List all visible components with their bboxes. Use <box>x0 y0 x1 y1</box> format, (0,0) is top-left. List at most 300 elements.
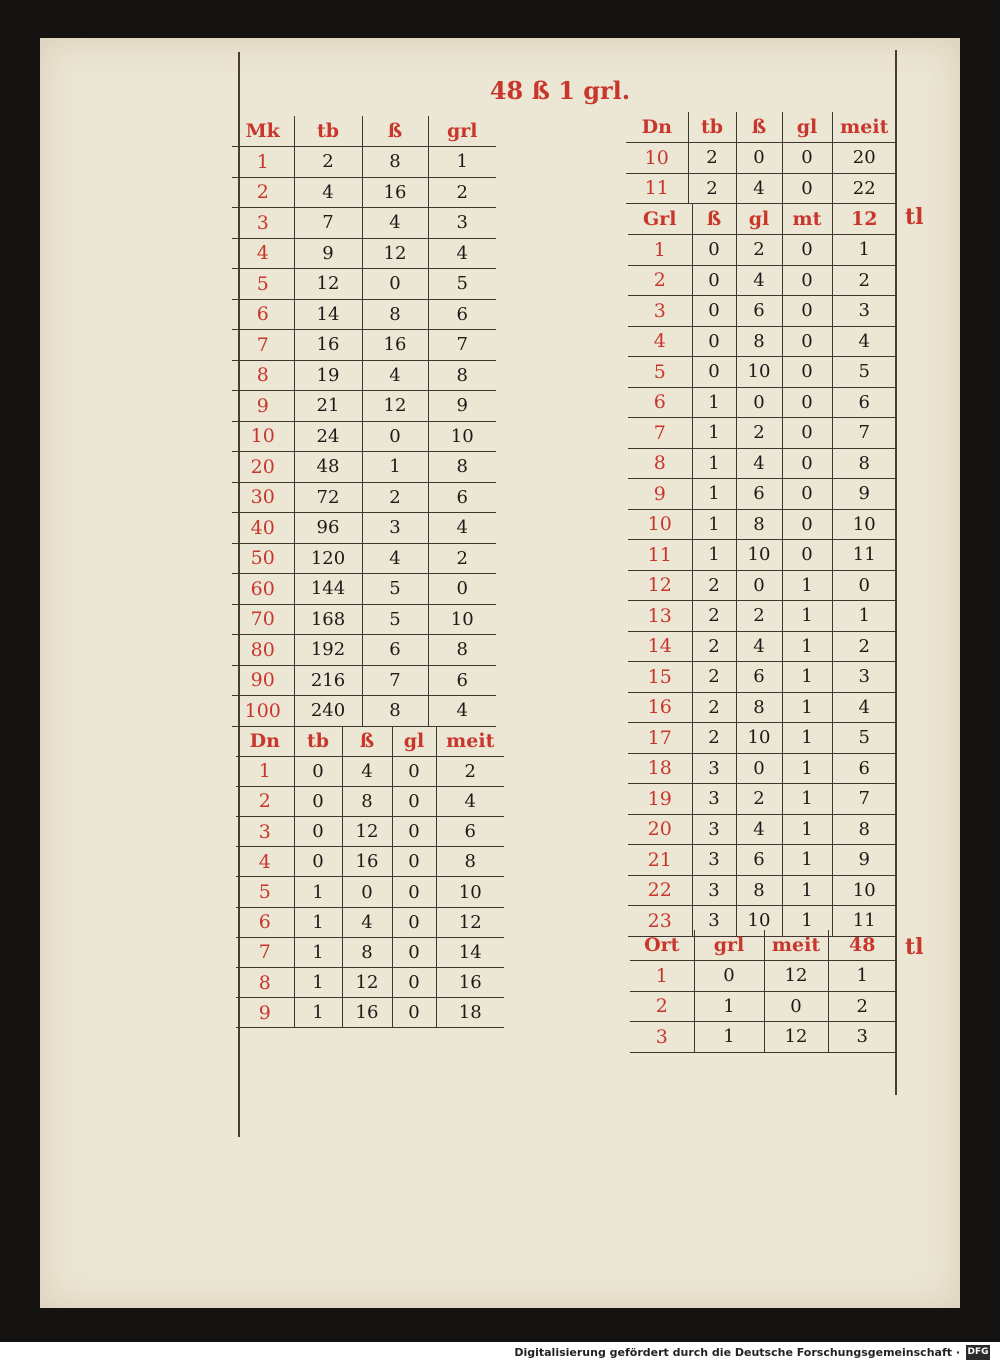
table-row <box>628 265 896 296</box>
row-key-cell: 9 <box>628 479 692 510</box>
table-cell: 2 <box>736 784 782 815</box>
table-row <box>232 177 496 208</box>
table-cell: 6 <box>362 635 428 666</box>
table-cell: 12 <box>362 238 428 269</box>
table-cell: 9 <box>832 479 896 510</box>
table-cell: 2 <box>428 177 496 208</box>
table-cell: 10 <box>436 877 504 907</box>
table-cell: 5 <box>362 604 428 635</box>
table-cell: 3 <box>428 208 496 239</box>
table-cell: 1 <box>692 387 736 418</box>
table-cell: 2 <box>436 756 504 786</box>
side-mark-groschen: tl <box>905 204 924 230</box>
row-key-cell: 6 <box>232 299 294 330</box>
table-cell: 5 <box>362 574 428 605</box>
table-cell: 2 <box>692 631 736 662</box>
table-cell: 2 <box>736 235 782 266</box>
table-cell: 0 <box>692 235 736 266</box>
table-row <box>232 543 496 574</box>
table-cell: 4 <box>294 177 362 208</box>
table-cell: 0 <box>736 570 782 601</box>
row-key-cell: 3 <box>232 208 294 239</box>
column-header: meit <box>436 726 504 756</box>
table-row <box>232 452 496 483</box>
table-cell: 72 <box>294 482 362 513</box>
table-cell: 1 <box>782 784 832 815</box>
table-cell: 0 <box>736 387 782 418</box>
table-cell: 12 <box>764 1022 828 1053</box>
table-cell: 1 <box>782 753 832 784</box>
table-cell: 8 <box>428 635 496 666</box>
table-cell: 6 <box>428 482 496 513</box>
table-row <box>628 357 896 388</box>
table-cell: 96 <box>294 513 362 544</box>
table-cell: 12 <box>342 817 392 847</box>
table-cell: 0 <box>692 326 736 357</box>
table-row <box>236 877 504 907</box>
table-cell: 0 <box>832 570 896 601</box>
table-cell: 8 <box>436 847 504 877</box>
table-header-row <box>630 930 896 961</box>
table-cell: 0 <box>764 991 828 1022</box>
table-cell: 0 <box>392 786 436 816</box>
table-row <box>236 937 504 967</box>
row-key-cell: 90 <box>232 665 294 696</box>
table-cell: 0 <box>692 357 736 388</box>
table-cell: 0 <box>392 877 436 907</box>
table-row <box>232 574 496 605</box>
table-cell: 2 <box>692 692 736 723</box>
column-header: Dn <box>236 726 294 756</box>
table-cell: 8 <box>736 692 782 723</box>
column-header: tb <box>688 112 736 143</box>
table-cell: 2 <box>832 631 896 662</box>
table-cell: 6 <box>428 299 496 330</box>
row-key-cell: 5 <box>232 269 294 300</box>
table-cell: 1 <box>692 509 736 540</box>
table-cell: 16 <box>362 330 428 361</box>
table-cell: 1 <box>694 1022 764 1053</box>
table-cell: 4 <box>362 360 428 391</box>
table-cell: 0 <box>392 907 436 937</box>
table-cell: 0 <box>392 847 436 877</box>
table-row <box>628 235 896 266</box>
table-cell: 1 <box>782 601 832 632</box>
table-cell: 0 <box>782 235 832 266</box>
footer-bar <box>0 1342 1000 1364</box>
table-cell: 10 <box>428 421 496 452</box>
table-cell: 1 <box>782 845 832 876</box>
table-row <box>232 360 496 391</box>
row-key-cell: 6 <box>628 387 692 418</box>
table-row <box>628 418 896 449</box>
table-cell: 2 <box>736 418 782 449</box>
table-cell: 3 <box>362 513 428 544</box>
table-cell: 18 <box>436 998 504 1028</box>
table-cell: 4 <box>736 265 782 296</box>
table-cell: 7 <box>832 418 896 449</box>
table-cell: 10 <box>832 509 896 540</box>
table-cell: 7 <box>832 784 896 815</box>
column-header: gl <box>736 204 782 235</box>
table-cell: 12 <box>764 961 828 992</box>
table-cell: 4 <box>342 907 392 937</box>
table-cell: 1 <box>782 906 832 937</box>
row-key-cell: 7 <box>628 418 692 449</box>
table-row <box>628 814 896 845</box>
column-header: tb <box>294 726 342 756</box>
table-row <box>628 631 896 662</box>
table-cell: 0 <box>392 937 436 967</box>
table-cell: 4 <box>362 543 428 574</box>
column-header: gl <box>392 726 436 756</box>
table-cell: 4 <box>832 326 896 357</box>
table-row <box>628 753 896 784</box>
table-cell: 4 <box>832 692 896 723</box>
table-cell: 1 <box>782 723 832 754</box>
table-cell: 8 <box>428 452 496 483</box>
row-key-cell: 9 <box>232 391 294 422</box>
row-key-cell: 11 <box>626 173 688 204</box>
table-row <box>236 786 504 816</box>
row-key-cell: 10 <box>628 509 692 540</box>
table-cell: 1 <box>362 452 428 483</box>
table-cell: 12 <box>436 907 504 937</box>
table-cell: 10 <box>736 906 782 937</box>
table-header-row <box>626 112 896 143</box>
table-row <box>630 961 896 992</box>
table-cell: 3 <box>692 753 736 784</box>
table-row <box>232 665 496 696</box>
row-key-cell: 4 <box>232 238 294 269</box>
table-cell: 9 <box>294 238 362 269</box>
table-row <box>232 269 496 300</box>
table-cell: 8 <box>832 814 896 845</box>
row-key-cell: 18 <box>628 753 692 784</box>
table-cell: 0 <box>782 418 832 449</box>
table-cell: 16 <box>342 998 392 1028</box>
row-key-cell: 9 <box>236 998 294 1028</box>
table-cell: 0 <box>692 296 736 327</box>
row-key-cell: 4 <box>628 326 692 357</box>
row-key-cell: 8 <box>628 448 692 479</box>
left-table-pfennig <box>236 726 504 1028</box>
table-cell: 1 <box>832 601 896 632</box>
row-key-cell: 15 <box>628 662 692 693</box>
table-cell: 1 <box>828 961 896 992</box>
table-row <box>232 147 496 178</box>
column-header: 12 <box>832 204 896 235</box>
table-header-row <box>236 726 504 756</box>
table-cell: 0 <box>694 961 764 992</box>
table-cell: 0 <box>782 265 832 296</box>
row-key-cell: 80 <box>232 635 294 666</box>
table-row <box>232 604 496 635</box>
table-cell: 2 <box>362 482 428 513</box>
table-row <box>626 143 896 174</box>
table-row <box>628 326 896 357</box>
table-cell: 16 <box>342 847 392 877</box>
table-cell: 10 <box>736 723 782 754</box>
table-cell: 2 <box>736 601 782 632</box>
table-cell: 10 <box>832 875 896 906</box>
table-cell: 0 <box>782 387 832 418</box>
table-row <box>236 756 504 786</box>
table-row <box>232 482 496 513</box>
table-row <box>628 387 896 418</box>
table-cell: 4 <box>362 208 428 239</box>
table-cell: 0 <box>782 479 832 510</box>
row-key-cell: 40 <box>232 513 294 544</box>
table-cell: 0 <box>782 173 832 204</box>
table-cell: 0 <box>692 265 736 296</box>
column-header: meit <box>764 930 828 961</box>
table-cell: 4 <box>736 631 782 662</box>
table-cell: 3 <box>692 784 736 815</box>
table-cell: 0 <box>294 786 342 816</box>
table-cell: 8 <box>428 360 496 391</box>
table-cell: 1 <box>294 968 342 998</box>
table-row <box>232 391 496 422</box>
table-cell: 8 <box>342 937 392 967</box>
footer-credit: Digitalisierung gefördert durch die Deutsche Forschungsgemeinschaft · <box>514 1346 960 1359</box>
table-row <box>628 540 896 571</box>
column-header: gl <box>782 112 832 143</box>
table-row <box>232 299 496 330</box>
row-key-cell: 16 <box>628 692 692 723</box>
row-key-cell: 1 <box>628 235 692 266</box>
table-cell: 0 <box>782 143 832 174</box>
row-key-cell: 22 <box>628 875 692 906</box>
table-cell: 8 <box>736 875 782 906</box>
table-cell: 5 <box>428 269 496 300</box>
table-cell: 11 <box>832 906 896 937</box>
row-key-cell: 30 <box>232 482 294 513</box>
right-table-groschen <box>628 204 896 937</box>
table-row <box>628 723 896 754</box>
table-cell: 0 <box>294 756 342 786</box>
table-cell: 216 <box>294 665 362 696</box>
table-cell: 3 <box>692 845 736 876</box>
table-cell: 1 <box>294 907 342 937</box>
table-cell: 3 <box>832 662 896 693</box>
table-cell: 4 <box>736 448 782 479</box>
table-cell: 1 <box>782 631 832 662</box>
table-cell: 144 <box>294 574 362 605</box>
table-cell: 2 <box>692 601 736 632</box>
row-key-cell: 7 <box>232 330 294 361</box>
column-header: grl <box>428 116 496 147</box>
row-key-cell: 4 <box>236 847 294 877</box>
table-cell: 20 <box>832 143 896 174</box>
table-cell: 168 <box>294 604 362 635</box>
table-cell: 4 <box>736 173 782 204</box>
table-cell: 1 <box>692 479 736 510</box>
row-key-cell: 20 <box>232 452 294 483</box>
row-key-cell: 3 <box>628 296 692 327</box>
table-header-row <box>628 204 896 235</box>
table-cell: 0 <box>392 817 436 847</box>
table-row <box>232 513 496 544</box>
table-cell: 6 <box>832 753 896 784</box>
table-cell: 0 <box>782 509 832 540</box>
table-cell: 24 <box>294 421 362 452</box>
column-header: ß <box>342 726 392 756</box>
table-cell: 6 <box>736 296 782 327</box>
column-header: Mk <box>232 116 294 147</box>
table-cell: 4 <box>428 513 496 544</box>
row-key-cell: 19 <box>628 784 692 815</box>
row-key-cell: 12 <box>628 570 692 601</box>
table-cell: 4 <box>342 756 392 786</box>
table-row <box>630 1022 896 1053</box>
row-key-cell: 70 <box>232 604 294 635</box>
table-cell: 4 <box>428 696 496 727</box>
table-row <box>628 662 896 693</box>
table-cell: 12 <box>294 269 362 300</box>
column-header: mt <box>782 204 832 235</box>
column-header: ß <box>362 116 428 147</box>
table-cell: 1 <box>782 814 832 845</box>
table-cell: 1 <box>294 998 342 1028</box>
table-row <box>232 421 496 452</box>
row-key-cell: 5 <box>236 877 294 907</box>
table-cell: 11 <box>832 540 896 571</box>
row-key-cell: 50 <box>232 543 294 574</box>
table-cell: 0 <box>362 421 428 452</box>
table-row <box>628 296 896 327</box>
table-cell: 1 <box>694 991 764 1022</box>
table-cell: 8 <box>362 696 428 727</box>
table-cell: 1 <box>692 448 736 479</box>
table-cell: 120 <box>294 543 362 574</box>
table-cell: 8 <box>736 509 782 540</box>
table-row <box>628 601 896 632</box>
row-key-cell: 17 <box>628 723 692 754</box>
table-cell: 48 <box>294 452 362 483</box>
table-cell: 4 <box>428 238 496 269</box>
table-row <box>628 784 896 815</box>
table-cell: 3 <box>692 875 736 906</box>
column-header: ß <box>692 204 736 235</box>
row-key-cell: 14 <box>628 631 692 662</box>
page-header: 48 ß 1 grl. <box>489 76 631 105</box>
table-cell: 1 <box>782 875 832 906</box>
table-cell: 2 <box>832 265 896 296</box>
table-cell: 0 <box>782 540 832 571</box>
table-cell: 14 <box>294 299 362 330</box>
table-cell: 0 <box>294 847 342 877</box>
table-row <box>236 817 504 847</box>
table-cell: 1 <box>692 540 736 571</box>
table-cell: 12 <box>342 968 392 998</box>
table-cell: 8 <box>832 448 896 479</box>
table-cell: 1 <box>692 418 736 449</box>
table-cell: 3 <box>832 296 896 327</box>
column-header: Grl <box>628 204 692 235</box>
table-cell: 16 <box>362 177 428 208</box>
table-cell: 0 <box>736 753 782 784</box>
row-key-cell: 10 <box>232 421 294 452</box>
table-cell: 21 <box>294 391 362 422</box>
table-cell: 6 <box>436 817 504 847</box>
row-key-cell: 3 <box>630 1022 694 1053</box>
table-cell: 1 <box>428 147 496 178</box>
table-row <box>236 847 504 877</box>
table-cell: 16 <box>436 968 504 998</box>
row-key-cell: 8 <box>236 968 294 998</box>
table-cell: 1 <box>294 877 342 907</box>
row-key-cell: 23 <box>628 906 692 937</box>
row-key-cell: 3 <box>236 817 294 847</box>
table-cell: 6 <box>428 665 496 696</box>
table-cell: 0 <box>392 756 436 786</box>
table-cell: 2 <box>294 147 362 178</box>
table-cell: 0 <box>782 357 832 388</box>
table-cell: 240 <box>294 696 362 727</box>
table-row <box>626 173 896 204</box>
table-cell: 0 <box>782 296 832 327</box>
column-header: Ort <box>630 930 694 961</box>
table-cell: 5 <box>832 357 896 388</box>
table-cell: 0 <box>428 574 496 605</box>
table-cell: 2 <box>428 543 496 574</box>
table-row <box>232 635 496 666</box>
row-key-cell: 13 <box>628 601 692 632</box>
table-cell: 3 <box>692 814 736 845</box>
row-key-cell: 8 <box>232 360 294 391</box>
table-cell: 2 <box>692 570 736 601</box>
table-cell: 2 <box>688 143 736 174</box>
side-mark-ort: tl <box>905 934 924 960</box>
table-cell: 0 <box>736 143 782 174</box>
table-cell: 6 <box>736 845 782 876</box>
row-key-cell: 1 <box>232 147 294 178</box>
table-row <box>628 875 896 906</box>
table-row <box>628 845 896 876</box>
left-table-marks <box>232 116 496 727</box>
table-cell: 12 <box>362 391 428 422</box>
row-key-cell: 1 <box>630 961 694 992</box>
table-row <box>232 696 496 727</box>
table-cell: 2 <box>828 991 896 1022</box>
table-cell: 10 <box>736 540 782 571</box>
row-key-cell: 6 <box>236 907 294 937</box>
table-row <box>630 991 896 1022</box>
table-cell: 0 <box>392 968 436 998</box>
table-cell: 0 <box>392 998 436 1028</box>
table-cell: 6 <box>736 662 782 693</box>
table-cell: 1 <box>832 235 896 266</box>
table-cell: 5 <box>832 723 896 754</box>
table-row <box>628 479 896 510</box>
table-cell: 7 <box>362 665 428 696</box>
table-cell: 3 <box>692 906 736 937</box>
table-cell: 8 <box>362 147 428 178</box>
table-row <box>628 509 896 540</box>
column-header: ß <box>736 112 782 143</box>
table-cell: 7 <box>428 330 496 361</box>
table-cell: 0 <box>342 877 392 907</box>
dfg-logo: DFG <box>966 1345 990 1360</box>
table-cell: 22 <box>832 173 896 204</box>
table-cell: 2 <box>692 662 736 693</box>
table-cell: 1 <box>782 570 832 601</box>
column-header: grl <box>694 930 764 961</box>
table-cell: 0 <box>782 448 832 479</box>
row-key-cell: 20 <box>628 814 692 845</box>
table-cell: 3 <box>828 1022 896 1053</box>
